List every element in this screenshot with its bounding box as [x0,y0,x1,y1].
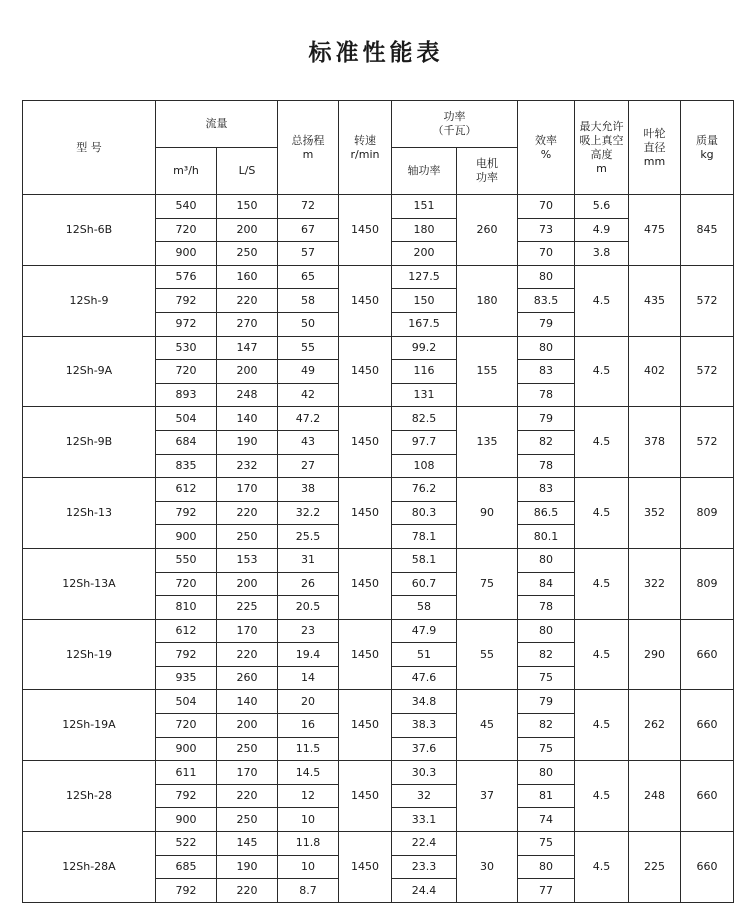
flow-m3h-cell: 504 [156,690,217,714]
flow-m3h-cell: 540 [156,195,217,219]
flow-ls-cell: 250 [217,242,278,266]
flow-ls-cell: 250 [217,737,278,761]
flow-ls-cell: 160 [217,265,278,289]
suction-height-cell: 4.5 [575,832,629,903]
suction-height-cell: 4.5 [575,761,629,832]
table-row [23,407,734,431]
head-cell: 27 [278,454,339,478]
flow-ls-cell: 225 [217,596,278,620]
efficiency-cell: 79 [518,407,575,431]
flow-ls-cell: 220 [217,501,278,525]
flow-ls-cell: 220 [217,879,278,903]
impeller-diameter-cell: 322 [629,548,681,619]
impeller-diameter-cell: 378 [629,407,681,478]
flow-m3h-cell: 792 [156,879,217,903]
flow-m3h-cell: 685 [156,855,217,879]
motor-power-cell: 260 [457,195,518,266]
shaft-power-cell: 151 [392,195,457,219]
flow-m3h-cell: 900 [156,808,217,832]
impeller-diameter-cell: 352 [629,478,681,549]
flow-ls-cell: 260 [217,666,278,690]
mass-cell: 660 [681,761,734,832]
speed-cell: 1450 [339,832,392,903]
head-cell: 31 [278,548,339,572]
shaft-power-cell: 127.5 [392,265,457,289]
shaft-power-cell: 33.1 [392,808,457,832]
suction-height-cell: 4.5 [575,690,629,761]
motor-power-cell: 45 [457,690,518,761]
shaft-power-cell: 97.7 [392,430,457,454]
shaft-power-cell: 58.1 [392,548,457,572]
motor-power-cell: 155 [457,336,518,407]
suction-height-cell: 4.5 [575,619,629,690]
shaft-power-cell: 51 [392,643,457,667]
shaft-power-cell: 200 [392,242,457,266]
head-cell: 49 [278,360,339,384]
model-cell: 12Sh-28A [23,832,156,903]
mass-cell: 572 [681,265,734,336]
efficiency-cell: 78 [518,454,575,478]
flow-m3h-cell: 720 [156,360,217,384]
shaft-power-cell: 23.3 [392,855,457,879]
impeller-diameter-cell: 402 [629,336,681,407]
impeller-diameter-cell: 435 [629,265,681,336]
flow-m3h-cell: 900 [156,242,217,266]
flow-ls-cell: 200 [217,360,278,384]
page-title: 标准性能表 [308,39,444,66]
table-row [23,832,734,856]
head-cell: 14.5 [278,761,339,785]
shaft-power-cell: 167.5 [392,312,457,336]
motor-power-cell: 180 [457,265,518,336]
speed-cell: 1450 [339,548,392,619]
flow-ls-cell: 250 [217,525,278,549]
model-cell: 12Sh-9 [23,265,156,336]
efficiency-cell: 75 [518,737,575,761]
motor-power-cell: 37 [457,761,518,832]
efficiency-cell: 70 [518,195,575,219]
efficiency-cell: 77 [518,879,575,903]
flow-m3h-cell: 810 [156,596,217,620]
flow-ls-cell: 220 [217,643,278,667]
head-cell: 20 [278,690,339,714]
head-cell: 16 [278,714,339,738]
flow-m3h-cell: 612 [156,478,217,502]
efficiency-cell: 83 [518,360,575,384]
shaft-power-cell: 131 [392,383,457,407]
efficiency-cell: 80.1 [518,525,575,549]
shaft-power-cell: 47.9 [392,619,457,643]
flow-ls-cell: 170 [217,619,278,643]
flow-m3h-cell: 792 [156,643,217,667]
speed-cell: 1450 [339,761,392,832]
efficiency-cell: 75 [518,832,575,856]
head-cell: 55 [278,336,339,360]
efficiency-cell: 80 [518,761,575,785]
flow-ls-cell: 248 [217,383,278,407]
header-flow-m3h: m³/h [156,148,217,195]
shaft-power-cell: 150 [392,289,457,313]
mass-cell: 660 [681,619,734,690]
suction-height-cell: 4.5 [575,336,629,407]
flow-ls-cell: 270 [217,312,278,336]
head-cell: 42 [278,383,339,407]
header-head: 总扬程 m [278,101,339,195]
shaft-power-cell: 99.2 [392,336,457,360]
flow-m3h-cell: 720 [156,714,217,738]
flow-ls-cell: 190 [217,430,278,454]
head-cell: 58 [278,289,339,313]
flow-m3h-cell: 893 [156,383,217,407]
flow-ls-cell: 147 [217,336,278,360]
header-suction-height: 最大允许 吸上真空 高度 m [575,101,629,195]
efficiency-cell: 83.5 [518,289,575,313]
efficiency-cell: 75 [518,666,575,690]
mass-cell: 845 [681,195,734,266]
efficiency-cell: 83 [518,478,575,502]
flow-ls-cell: 140 [217,690,278,714]
speed-cell: 1450 [339,265,392,336]
flow-ls-cell: 220 [217,784,278,808]
shaft-power-cell: 82.5 [392,407,457,431]
head-cell: 57 [278,242,339,266]
head-cell: 65 [278,265,339,289]
header-impeller-diameter: 叶轮 直径 mm [629,101,681,195]
flow-ls-cell: 145 [217,832,278,856]
head-cell: 20.5 [278,596,339,620]
model-cell: 12Sh-19A [23,690,156,761]
flow-ls-cell: 170 [217,761,278,785]
table-row [23,619,734,643]
flow-m3h-cell: 522 [156,832,217,856]
impeller-diameter-cell: 475 [629,195,681,266]
head-cell: 19.4 [278,643,339,667]
flow-ls-cell: 232 [217,454,278,478]
shaft-power-cell: 80.3 [392,501,457,525]
mass-cell: 572 [681,336,734,407]
efficiency-cell: 79 [518,312,575,336]
flow-ls-cell: 200 [217,572,278,596]
suction-height-cell: 5.6 [575,195,629,219]
flow-m3h-cell: 935 [156,666,217,690]
flow-m3h-cell: 720 [156,572,217,596]
model-cell: 12Sh-19 [23,619,156,690]
table-row [23,690,734,714]
shaft-power-cell: 38.3 [392,714,457,738]
flow-m3h-cell: 792 [156,289,217,313]
motor-power-cell: 90 [457,478,518,549]
header-efficiency: 效率 % [518,101,575,195]
header-model: 型 号 [23,101,156,195]
table-row [23,548,734,572]
shaft-power-cell: 34.8 [392,690,457,714]
suction-height-cell: 4.5 [575,548,629,619]
efficiency-cell: 82 [518,430,575,454]
flow-m3h-cell: 792 [156,784,217,808]
impeller-diameter-cell: 290 [629,619,681,690]
impeller-diameter-cell: 262 [629,690,681,761]
efficiency-cell: 73 [518,218,575,242]
shaft-power-cell: 60.7 [392,572,457,596]
efficiency-cell: 86.5 [518,501,575,525]
shaft-power-cell: 22.4 [392,832,457,856]
head-cell: 72 [278,195,339,219]
flow-m3h-cell: 611 [156,761,217,785]
model-cell: 12Sh-9B [23,407,156,478]
mass-cell: 809 [681,548,734,619]
flow-m3h-cell: 612 [156,619,217,643]
mass-cell: 660 [681,832,734,903]
efficiency-cell: 80 [518,855,575,879]
header-flow: 流量 [156,101,278,148]
shaft-power-cell: 78.1 [392,525,457,549]
head-cell: 38 [278,478,339,502]
efficiency-cell: 79 [518,690,575,714]
head-cell: 10 [278,808,339,832]
header-motor-power: 电机 功率 [457,148,518,195]
mass-cell: 572 [681,407,734,478]
shaft-power-cell: 24.4 [392,879,457,903]
flow-ls-cell: 250 [217,808,278,832]
model-cell: 12Sh-13 [23,478,156,549]
flow-ls-cell: 153 [217,548,278,572]
table-row [23,478,734,502]
flow-m3h-cell: 720 [156,218,217,242]
performance-table [22,100,734,903]
flow-ls-cell: 170 [217,478,278,502]
motor-power-cell: 30 [457,832,518,903]
head-cell: 26 [278,572,339,596]
head-cell: 23 [278,619,339,643]
head-cell: 25.5 [278,525,339,549]
efficiency-cell: 82 [518,643,575,667]
flow-m3h-cell: 972 [156,312,217,336]
speed-cell: 1450 [339,619,392,690]
head-cell: 43 [278,430,339,454]
efficiency-cell: 84 [518,572,575,596]
flow-m3h-cell: 792 [156,501,217,525]
table-row [23,761,734,785]
efficiency-cell: 70 [518,242,575,266]
flow-ls-cell: 200 [217,218,278,242]
flow-m3h-cell: 504 [156,407,217,431]
flow-ls-cell: 150 [217,195,278,219]
suction-height-cell: 4.5 [575,478,629,549]
shaft-power-cell: 37.6 [392,737,457,761]
head-cell: 32.2 [278,501,339,525]
head-cell: 12 [278,784,339,808]
speed-cell: 1450 [339,690,392,761]
table-body [23,195,734,903]
efficiency-cell: 80 [518,336,575,360]
head-cell: 8.7 [278,879,339,903]
efficiency-cell: 78 [518,596,575,620]
head-cell: 50 [278,312,339,336]
efficiency-cell: 81 [518,784,575,808]
motor-power-cell: 75 [457,548,518,619]
shaft-power-cell: 30.3 [392,761,457,785]
efficiency-cell: 80 [518,265,575,289]
head-cell: 67 [278,218,339,242]
suction-height-cell: 4.9 [575,218,629,242]
flow-ls-cell: 140 [217,407,278,431]
model-cell: 12Sh-13A [23,548,156,619]
motor-power-cell: 55 [457,619,518,690]
mass-cell: 660 [681,690,734,761]
flow-m3h-cell: 900 [156,525,217,549]
model-cell: 12Sh-6B [23,195,156,266]
suction-height-cell: 4.5 [575,407,629,478]
model-cell: 12Sh-28 [23,761,156,832]
shaft-power-cell: 58 [392,596,457,620]
efficiency-cell: 74 [518,808,575,832]
flow-m3h-cell: 684 [156,430,217,454]
motor-power-cell: 135 [457,407,518,478]
flow-ls-cell: 220 [217,289,278,313]
head-cell: 14 [278,666,339,690]
speed-cell: 1450 [339,195,392,266]
speed-cell: 1450 [339,336,392,407]
impeller-diameter-cell: 248 [629,761,681,832]
header-speed: 转速 r/min [339,101,392,195]
shaft-power-cell: 116 [392,360,457,384]
flow-m3h-cell: 530 [156,336,217,360]
table-row [23,265,734,289]
model-cell: 12Sh-9A [23,336,156,407]
head-cell: 47.2 [278,407,339,431]
header-power: 功率 （千瓦） [392,101,518,148]
suction-height-cell: 3.8 [575,242,629,266]
efficiency-cell: 78 [518,383,575,407]
speed-cell: 1450 [339,407,392,478]
table-row [23,336,734,360]
efficiency-cell: 82 [518,714,575,738]
table-row [23,195,734,219]
shaft-power-cell: 32 [392,784,457,808]
speed-cell: 1450 [339,478,392,549]
header-mass: 质量 kg [681,101,734,195]
mass-cell: 809 [681,478,734,549]
shaft-power-cell: 76.2 [392,478,457,502]
shaft-power-cell: 108 [392,454,457,478]
head-cell: 10 [278,855,339,879]
shaft-power-cell: 47.6 [392,666,457,690]
efficiency-cell: 80 [518,548,575,572]
flow-ls-cell: 200 [217,714,278,738]
head-cell: 11.8 [278,832,339,856]
flow-ls-cell: 190 [217,855,278,879]
header-flow-ls: L/S [217,148,278,195]
shaft-power-cell: 180 [392,218,457,242]
flow-m3h-cell: 550 [156,548,217,572]
impeller-diameter-cell: 225 [629,832,681,903]
flow-m3h-cell: 835 [156,454,217,478]
flow-m3h-cell: 576 [156,265,217,289]
flow-m3h-cell: 900 [156,737,217,761]
suction-height-cell: 4.5 [575,265,629,336]
head-cell: 11.5 [278,737,339,761]
header-shaft-power: 轴功率 [392,148,457,195]
efficiency-cell: 80 [518,619,575,643]
